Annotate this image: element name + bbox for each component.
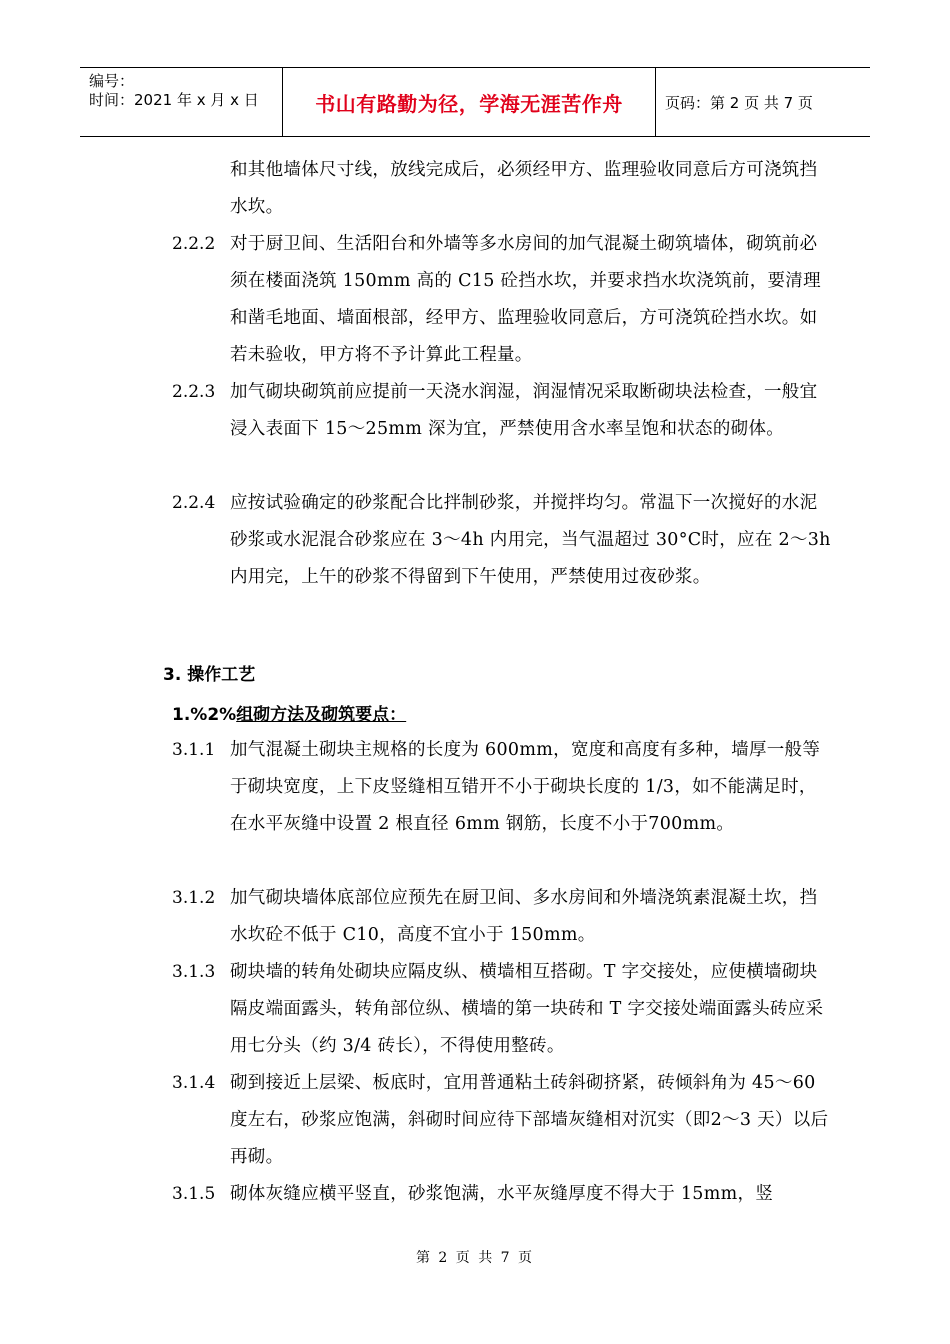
- header-motto: 书山有路勤为径，学海无涯苦作舟: [315, 92, 623, 116]
- clause-text: 砌块墙的转角处砌块应隔皮纵、横墙相互搭砌。T 字交接处，应使横墙砌块隔皮端面露头，转角部位纵、横墙的第一块砖和 T 字交接处端面露头砖应采用七分头（约 3/4 砖长），不得使用整砖。: [230, 962, 824, 1056]
- clause-3-1-4: [172, 1065, 832, 1176]
- clause-text: 砌体灰缝应横平竖直，砂浆饱满，水平灰缝厚度不得大于 15mm，竖: [230, 1184, 774, 1204]
- header-left-cell: [80, 68, 283, 136]
- clause-text: 加气砌块砌筑前应提前一天浇水润湿，润湿情况采取断砌块法检查，一般宜浸入表面下 15～25mm 深为宜，严禁使用含水率呈饱和状态的砌体。: [230, 382, 818, 439]
- clause-3-1-3: [172, 954, 832, 1065]
- section-heading: 3. 操作工艺: [163, 665, 256, 685]
- clause-text: 加气混凝土砌块主规格的长度为 600mm，宽度和高度有多种，墙厚一般等于砌块宽度，上下皮竖缝相互错开不小于砌块长度的 1/3，如不能满足时，在水平灰缝中设置 2 根直径 6mm 钢筋，长度不小于700mm。: [230, 740, 821, 834]
- clause-number: 3.1.4: [172, 1073, 216, 1093]
- clause-2-2-2: [172, 226, 832, 374]
- subsection-title: 组砌方法及砌筑要点：: [236, 705, 407, 725]
- clause-text: 应按试验确定的砂浆配合比拌制砂浆，并搅拌均匀。常温下一次搅好的水泥砂浆或水泥混合砂浆应在 3～4h 内用完，当气温超过 30°C时，应在 2～3h 内用完，上午的砂浆不得留到下午使用，严禁使用过夜砂浆。: [230, 493, 831, 587]
- document-number-label: 编号：: [89, 72, 135, 90]
- clause-2-2-4: [172, 485, 832, 596]
- clause-number: 3.1.5: [172, 1184, 216, 1204]
- clause-number: 3.1.3: [172, 962, 216, 982]
- subsection-heading: [172, 700, 406, 725]
- clause-2-2-3: [172, 374, 832, 448]
- header-motto-cell: [283, 68, 656, 136]
- header-table: [80, 67, 870, 137]
- clause-text: 加气砌块墙体底部位应预先在厨卫间、多水房间和外墙浇筑素混凝土坎，挡水坎砼不低于 C10，高度不宜小于 150mm。: [230, 888, 818, 945]
- document-time-label: 时间：2021 年 x 月 x 日: [89, 91, 259, 109]
- clause-number: 2.2.4: [172, 493, 216, 513]
- clause-number: 2.2.2: [172, 234, 216, 254]
- page-footer: 第 2 页 共 7 页: [415, 1250, 535, 1266]
- header-page-cell: [656, 68, 870, 136]
- clause-number: 3.1.2: [172, 888, 216, 908]
- clause-3-1-5: [172, 1176, 832, 1213]
- clause-3-1-1: [172, 732, 832, 843]
- clause-number: 3.1.1: [172, 740, 216, 760]
- clause-number: 2.2.3: [172, 382, 216, 402]
- clause-text: 砌到接近上层梁、板底时，宜用普通粘土砖斜砌挤紧，砖倾斜角为 45～60 度左右，砂浆应饱满，斜砌时间应待下部墙灰缝相对沉实（即2～3 天）以后再砌。: [230, 1073, 829, 1167]
- header-page-info: 页码：第 2 页 共 7 页: [665, 94, 813, 112]
- continued-paragraph: 和其他墙体尺寸线，放线完成后，必须经甲方、监理验收同意后方可浇筑挡水坎。: [230, 160, 818, 217]
- clause-3-1-2: [172, 880, 832, 954]
- subsection-prefix: 1.%2%: [172, 705, 237, 725]
- clause-text: 对于厨卫间、生活阳台和外墙等多水房间的加气混凝土砌筑墙体，砌筑前必须在楼面浇筑 150mm 高的 C15 砼挡水坎，并要求挡水坎浇筑前，要清理和凿毛地面、墙面根部，经甲方、监理验收同意后，方可浇筑砼挡水坎。如若未验收，甲方将不予计算此工程量。: [230, 234, 821, 365]
